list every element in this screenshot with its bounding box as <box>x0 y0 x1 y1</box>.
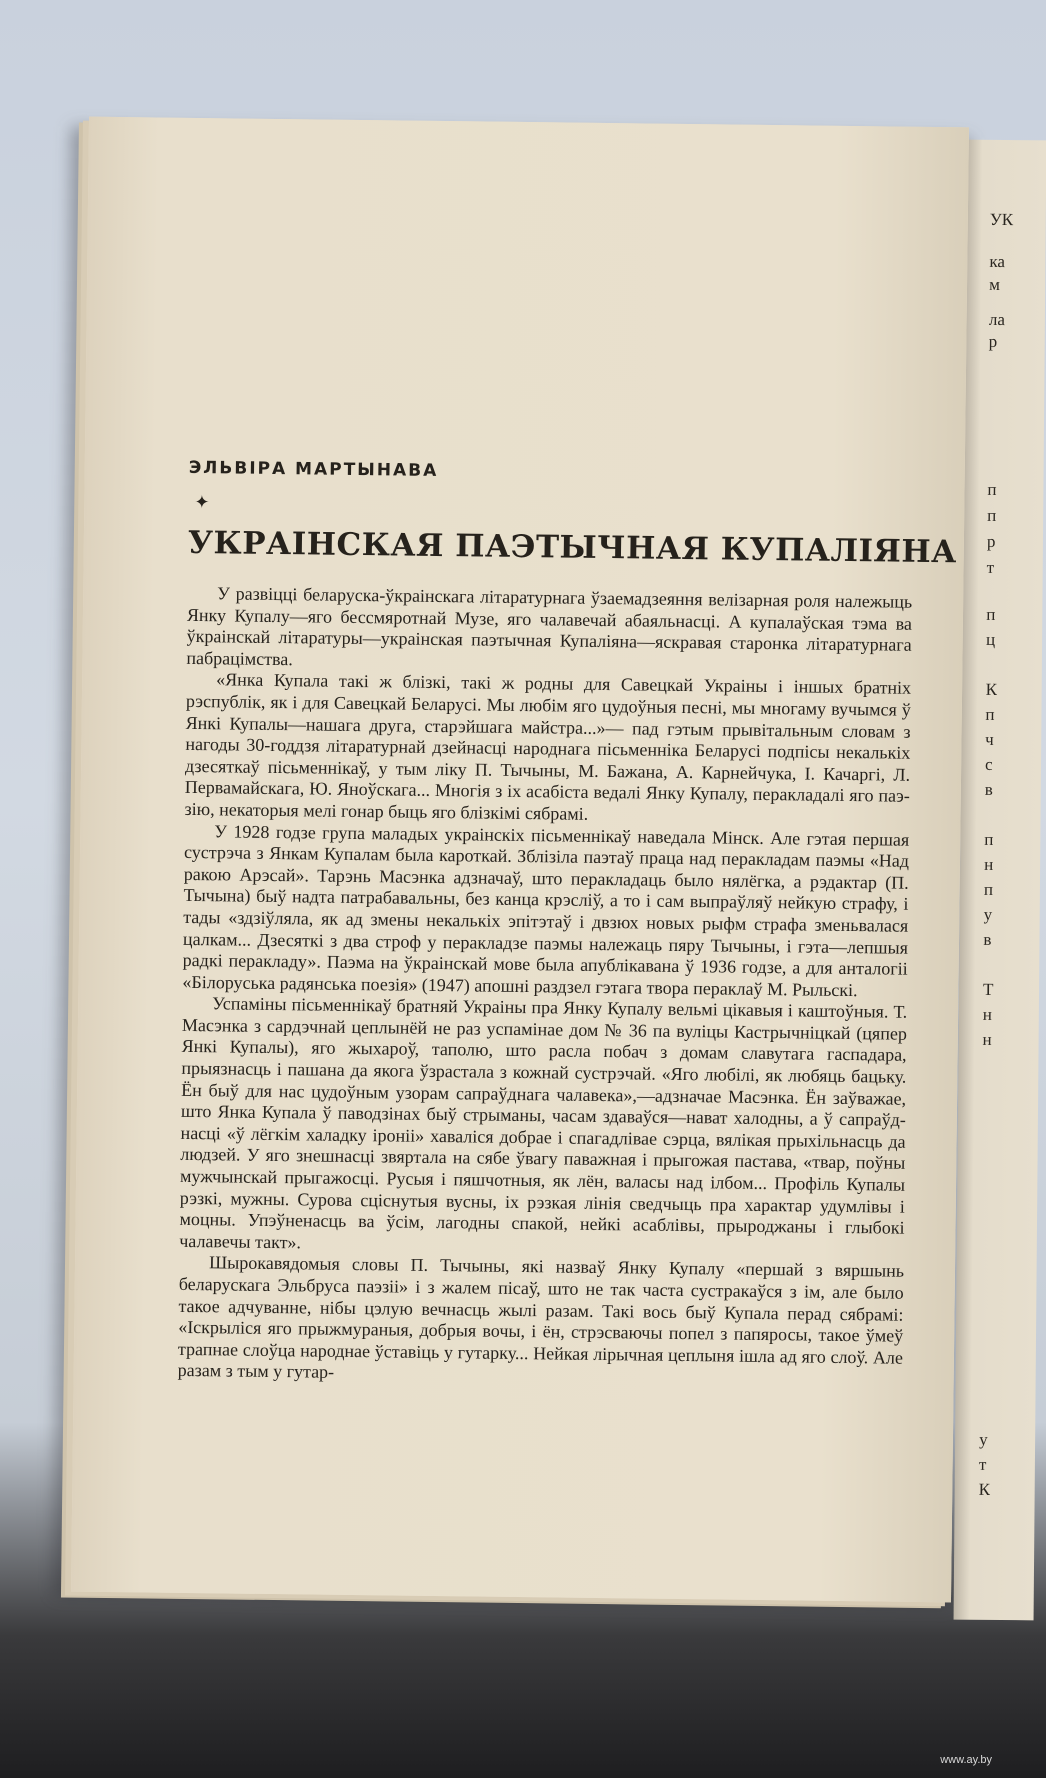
book-page <box>71 117 969 1603</box>
next-page-fragment: в <box>984 779 993 799</box>
next-page-fragment: УК <box>989 209 1014 230</box>
next-page-fragment: Т <box>982 979 994 999</box>
next-page-fragment: с <box>984 754 993 774</box>
next-page-fragment: ла <box>988 309 1006 330</box>
paragraph: Успаміны пісьменнікаў братняй Украіны пра Янку Купалу вельмі цікавыя і каштоўныя. Т. Масэнка з сардэчнай цеплынёй не раз успамінае дом № 36 па вуліцы Кастрычніцкай (цяпер Янкі Купалы), яго жыхароў, таполю, што расла побач з домам славутага гаспадара, прыязнасць і пашана да якога ўзрастала з кожнай сустрэчай. «Яго любілі, як любяць бацьку. Ён быў для нас цудоўным узорам сапраўднага чалавека»,—адзначае Масэнка. Ён заўважае, што Янка Купала ў паводзінах быў стрыманы, часам здаваўся—нават халодны, а ў сапраўднасці «ў лёгкім халадку іроніі» хаваліся добрае і спагадлівае сэрца, вялікая прыхільнасць да людзей. У яго знешнасці звяртала на сябе ўвагу паважная і прыгожая пастава, «твар, поўны мужчынскай прыгажосці. Русыя і пяшчотныя, як лён, валасы над ілбом... Профіль Купалы рэзкі, мужны. Сурова сціснутыя вусны, іх рэзкая лінія сведчыць пра характар удумлівы і моцны. Упэўненасць ва ўсім, лагодны спакой, нейкі асаблівы, прыроджаны і глыбокі чалавечы такт». <box>179 993 908 1253</box>
paragraph: «Янка Купала такі ж блізкі, такі ж родны для Савецкай Украіны і іншых братніх рэспублік, як і для Савецкай Беларусі. Мы любім яго цудоўныя песні, мы многаму вучымся ў Янкі Купалы—нашага друга, старэйшага майстра...»— пад гэтым прывітальным словам з нагоды 30-годдзя літаратурнай дзейнасці народнага пісьменніка Беларусі подпісы некалькіх дзесяткаў пісьменнікаў, у тым ліку П. Тычыны, М. Бажана, А. Карнейчука, І. Качаргі, Л. Первамайскага, Ю. Яноўскага... Многія з іх асабіста ведалі Янку Купалу, перакладалі яго паэзію, некаторыя мелі гонар быць яго блізкімі сябрамі. <box>184 669 912 824</box>
next-page-fragment: н <box>982 1029 992 1049</box>
paragraph: У 1928 годзе група маладых украінскіх пісьменнікаў наведала Мінск. Але гэтая першая сустрэча з Янкам Купалам была кароткай. Зблізіла паэтаў праца над перакладам паэмы «Над ракою Арэсай». Тарэнь Масэнка адзначаў, што перакладаць было нялёгка, а рэдактар (П. Тычына) быў надта патрабавальны, без канца крэсліў, а то і сам выпраўляў нейкую страфу, і тады «здзіўляла, як ад змены некалькіх эпітэтаў і двзюх новых рыфм страфа зменьвалася цалкам... Дзесяткі з два строф у перакладзе паэмы належаць пяру Тычыны, і гэта—лепшыя радкі перакладу». Паэма на ўкраінскай мове была апублікавана ў 1936 годзе, а для анталогіі «Білоруська радянська поезія» (1947) апошні раздзел гэтага твора пераклаў М. Рыльскі. <box>182 820 910 1000</box>
next-page-fragment: п <box>985 704 995 724</box>
star-ornament-icon: ✦ <box>194 491 210 513</box>
next-page-fragment: т <box>986 557 995 577</box>
next-page-fragment: К <box>985 679 998 699</box>
next-page-fragment: р <box>988 331 998 351</box>
paragraph: У развіцці беларуска-ўкраінскага літаратурнага ўзаемадзеяння велізарная роля належыць Янку Купалу—яго бессмяротнай Музе, яго чалавечай абаяльнасці. А купалаўская тэма ва ўкраінскай літаратуры—украінская паэтычная Купаліяна—яскравая старонка літаратурнага пабрацімства. <box>186 583 913 669</box>
watermark: www.ay.by <box>940 1754 992 1766</box>
author-name: ЭЛЬВІРА МАРТЫНАВА <box>188 457 439 481</box>
next-page-fragment: ч <box>985 729 994 749</box>
next-page-fragment: п <box>986 604 996 624</box>
paragraph: Шырокавядомыя словы П. Тычыны, які назваў Янку Купалу «першай з вяршынь беларускага Эльбруса паэзіі» і з жалем пісаў, што не так часта сустракаўся з ім, але было такое адчуванне, нібы цэлую вечнасць жылі разам. Такі вось быў Купала перад сябрамі: «Іскрыліся яго прыжмураныя, добрыя вочы, і ён, стрэсваючы попел з папяросы, такое ўмеў трапнае слоўца народнае ўставіць у гутарку... Нейкая лірычная цеплыня ішла ад яго слоў. Але разам з тым у гутар- <box>177 1252 905 1383</box>
next-page-fragment: п <box>987 505 997 525</box>
next-page-fragment: у <box>983 904 993 924</box>
next-page-fragment: у <box>979 1429 988 1449</box>
next-page-fragment: р <box>986 531 996 551</box>
next-page-fragment: п <box>987 479 997 499</box>
next-page-fragment: т <box>978 1454 987 1474</box>
next-page-fragment: п <box>984 829 994 849</box>
next-page-fragment: м <box>989 274 1001 294</box>
next-page-fragment: н <box>982 1004 993 1024</box>
next-page-fragment: К <box>978 1479 991 1499</box>
article-title: УКРАІНСКАЯ ПАЭТЫЧНАЯ КУПАЛІЯНА <box>187 524 958 571</box>
next-page-fragment: н <box>984 854 994 874</box>
article <box>177 457 958 1391</box>
next-page-edge <box>954 140 1046 1621</box>
next-page-fragment: в <box>983 929 992 949</box>
next-page-fragment: ц <box>986 629 996 649</box>
next-page-fragment: п <box>983 879 994 899</box>
next-page-fragment: ка <box>989 251 1006 272</box>
